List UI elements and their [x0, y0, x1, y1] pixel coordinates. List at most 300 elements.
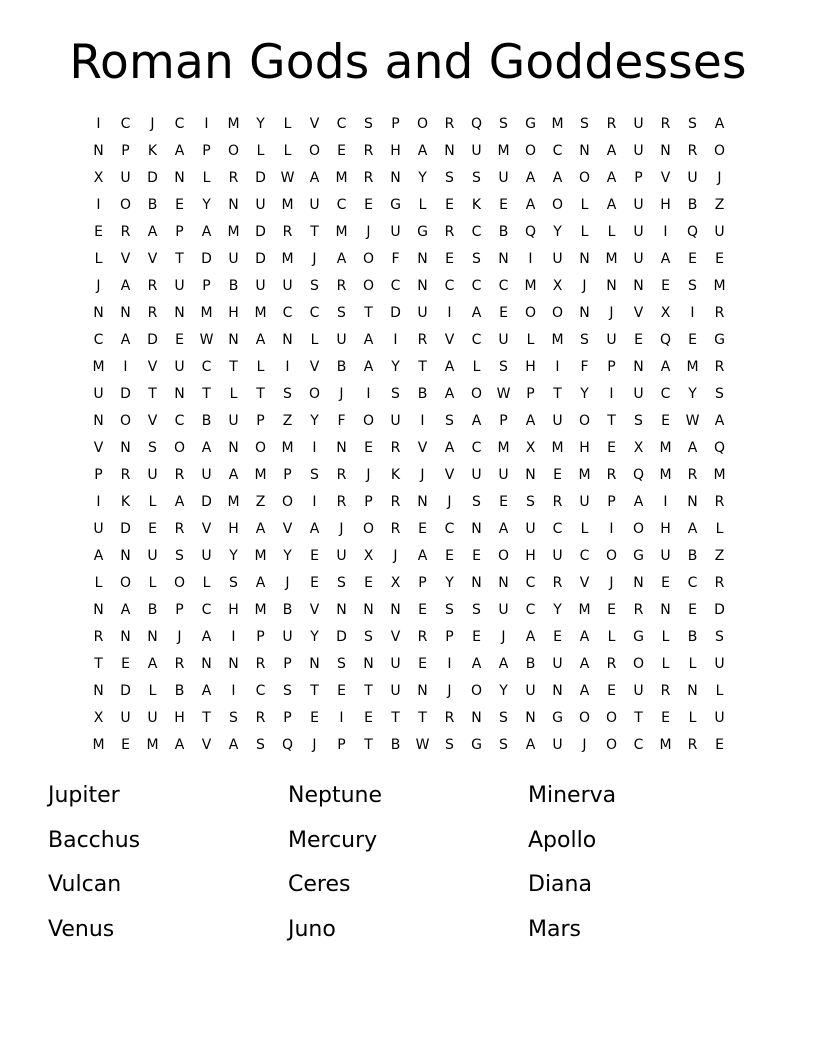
grid-letter: L — [715, 521, 724, 537]
grid-letter: U — [633, 143, 644, 159]
grid-letter: O — [362, 413, 375, 429]
grid-letter: R — [390, 440, 401, 456]
grid-letter: B — [417, 386, 428, 402]
grid-letter: C — [687, 575, 698, 591]
grid-letter: X — [660, 305, 671, 321]
grid-letter: L — [256, 359, 265, 375]
grid-letter: M — [281, 197, 294, 213]
grid-letter: N — [363, 602, 374, 618]
grid-letter: Q — [470, 116, 483, 132]
grid-letter: I — [663, 494, 668, 510]
grid-letter: N — [579, 251, 590, 267]
grid-letter: W — [280, 170, 295, 186]
grid-letter: U — [498, 602, 509, 618]
grid-letter: O — [362, 251, 375, 267]
grid-letter: A — [201, 440, 212, 456]
grid-letter: T — [202, 386, 211, 402]
grid-letter: Q — [632, 467, 645, 483]
grid-letter: C — [174, 413, 185, 429]
grid-letter: H — [579, 440, 590, 456]
grid-letter: E — [364, 440, 373, 456]
grid-letter: U — [390, 413, 401, 429]
grid-letter: J — [717, 170, 722, 186]
grid-letter: A — [687, 521, 698, 537]
grid-letter: A — [714, 116, 725, 132]
grid-letter: X — [525, 440, 536, 456]
grid-letter: O — [551, 197, 564, 213]
grid-letter: U — [336, 332, 347, 348]
grid-letter: U — [471, 143, 482, 159]
grid-letter: A — [363, 332, 374, 348]
grid-letter: C — [201, 359, 212, 375]
grid-letter: T — [202, 710, 211, 726]
grid-letter: M — [227, 116, 240, 132]
grid-letter: X — [363, 548, 374, 564]
grid-letter: U — [633, 251, 644, 267]
grid-letter: I — [366, 386, 371, 402]
grid-letter: A — [660, 251, 671, 267]
grid-letter: N — [336, 440, 347, 456]
grid-row — [85, 438, 733, 465]
grid-letter: N — [525, 467, 536, 483]
grid-letter: R — [390, 494, 401, 510]
grid-row — [85, 303, 733, 330]
grid-letter: T — [391, 710, 400, 726]
grid-letter: E — [364, 710, 373, 726]
grid-letter: C — [660, 386, 671, 402]
grid-letter: R — [390, 521, 401, 537]
grid-row — [85, 168, 733, 195]
grid-letter: E — [337, 683, 346, 699]
grid-letter: L — [580, 224, 589, 240]
grid-letter: U — [93, 386, 104, 402]
grid-letter: D — [201, 494, 212, 510]
grid-letter: A — [498, 521, 509, 537]
grid-letter: C — [633, 737, 644, 753]
grid-letter: J — [177, 629, 182, 645]
grid-letter: E — [418, 521, 427, 537]
grid-letter: A — [147, 224, 158, 240]
grid-letter: B — [687, 629, 698, 645]
grid-letter: J — [582, 278, 587, 294]
word-list-row — [48, 914, 768, 959]
grid-letter: M — [686, 359, 699, 375]
grid-letter: Z — [282, 413, 293, 429]
grid-letter: E — [661, 413, 670, 429]
grid-letter: N — [309, 656, 320, 672]
grid-letter: U — [120, 170, 131, 186]
grid-letter: M — [578, 602, 591, 618]
grid-letter: R — [660, 683, 671, 699]
grid-letter: N — [417, 251, 428, 267]
grid-letter: T — [256, 386, 265, 402]
grid-letter: A — [201, 629, 212, 645]
grid-letter: C — [444, 278, 455, 294]
grid-letter: H — [525, 548, 536, 564]
grid-letter: H — [390, 143, 401, 159]
grid-letter: R — [282, 224, 293, 240]
grid-letter: S — [688, 278, 697, 294]
grid-letter: U — [255, 197, 266, 213]
grid-letter: C — [93, 332, 104, 348]
grid-letter: J — [312, 737, 317, 753]
grid-letter: O — [227, 143, 240, 159]
grid-letter: U — [309, 197, 320, 213]
grid-letter: P — [337, 737, 346, 753]
grid-letter: U — [228, 413, 239, 429]
grid-letter: L — [688, 656, 697, 672]
grid-letter: R — [93, 629, 104, 645]
grid-letter: O — [254, 440, 267, 456]
grid-letter: C — [309, 305, 320, 321]
grid-letter: A — [525, 170, 536, 186]
grid-letter: A — [417, 548, 428, 564]
grid-letter: E — [175, 197, 184, 213]
word-list-item: Apollo — [528, 827, 597, 853]
grid-letter: R — [444, 224, 455, 240]
grid-letter: F — [337, 413, 346, 429]
grid-letter: S — [337, 575, 346, 591]
grid-letter: M — [659, 737, 672, 753]
grid-letter: Y — [391, 359, 400, 375]
grid-letter: V — [93, 440, 104, 456]
grid-letter: N — [93, 413, 104, 429]
word-list-item: Ceres — [288, 872, 351, 897]
grid-letter: V — [444, 332, 455, 348]
grid-letter: A — [309, 170, 320, 186]
grid-letter: W — [685, 413, 700, 429]
grid-letter: N — [228, 332, 239, 348]
grid-letter: S — [310, 278, 319, 294]
grid-letter: R — [120, 467, 131, 483]
grid-letter: N — [174, 386, 185, 402]
grid-letter: U — [633, 386, 644, 402]
grid-letter: L — [526, 332, 535, 348]
grid-letter: A — [444, 386, 455, 402]
grid-row — [85, 330, 733, 357]
word-list-item: Diana — [528, 872, 592, 897]
grid-letter: J — [150, 116, 155, 132]
grid-letter: E — [472, 548, 481, 564]
grid-letter: U — [714, 224, 725, 240]
grid-letter: Y — [310, 629, 319, 645]
grid-letter: A — [120, 602, 131, 618]
grid-letter: N — [633, 278, 644, 294]
grid-letter: N — [552, 683, 563, 699]
grid-letter: R — [714, 494, 725, 510]
grid-letter: A — [201, 683, 212, 699]
grid-letter: E — [661, 710, 670, 726]
grid-letter: U — [147, 467, 158, 483]
grid-letter: M — [551, 332, 564, 348]
grid-letter: J — [420, 467, 425, 483]
grid-letter: Z — [714, 197, 725, 213]
grid-letter: A — [444, 359, 455, 375]
grid-letter: L — [580, 521, 589, 537]
grid-letter: E — [337, 143, 346, 159]
grid-letter: S — [337, 305, 346, 321]
grid-letter: V — [309, 116, 320, 132]
grid-letter: L — [418, 197, 427, 213]
word-list-item: Juno — [288, 916, 336, 942]
grid-letter: M — [713, 467, 726, 483]
grid-letter: S — [499, 710, 508, 726]
grid-letter: C — [552, 143, 563, 159]
grid-letter: G — [525, 116, 536, 132]
grid-letter: M — [578, 467, 591, 483]
grid-letter: E — [472, 629, 481, 645]
grid-letter: E — [499, 305, 508, 321]
grid-letter: E — [688, 332, 697, 348]
grid-letter: N — [660, 143, 671, 159]
grid-row — [85, 384, 733, 411]
grid-letter: T — [607, 413, 616, 429]
grid-letter: A — [471, 413, 482, 429]
grid-letter: M — [335, 170, 348, 186]
grid-letter: H — [660, 521, 671, 537]
grid-letter: N — [201, 656, 212, 672]
grid-letter: M — [605, 251, 618, 267]
grid-letter: P — [121, 143, 130, 159]
grid-letter: P — [499, 413, 508, 429]
grid-letter: U — [579, 494, 590, 510]
grid-letter: M — [497, 143, 510, 159]
grid-letter: E — [715, 251, 724, 267]
grid-letter: T — [418, 359, 427, 375]
grid-letter: C — [525, 575, 536, 591]
grid-letter: U — [552, 251, 563, 267]
grid-letter: O — [605, 548, 618, 564]
grid-letter: I — [204, 116, 209, 132]
grid-letter: C — [336, 116, 347, 132]
grid-letter: S — [445, 413, 454, 429]
grid-letter: A — [579, 629, 590, 645]
grid-letter: B — [228, 278, 239, 294]
grid-letter: V — [147, 413, 158, 429]
grid-letter: B — [525, 656, 536, 672]
grid-letter: O — [281, 494, 294, 510]
grid-letter: O — [173, 440, 186, 456]
grid-letter: I — [231, 683, 236, 699]
grid-letter: O — [605, 710, 618, 726]
word-list-item: Bacchus — [48, 827, 141, 853]
grid-letter: U — [390, 683, 401, 699]
grid-letter: G — [633, 629, 644, 645]
grid-letter: P — [175, 224, 184, 240]
grid-row — [85, 735, 733, 762]
grid-letter: Y — [310, 413, 319, 429]
grid-row — [85, 573, 733, 600]
grid-letter: V — [579, 575, 590, 591]
grid-letter: L — [148, 494, 157, 510]
grid-letter: U — [552, 656, 563, 672]
grid-letter: R — [606, 467, 617, 483]
grid-letter: N — [471, 710, 482, 726]
word-list-row — [48, 780, 768, 825]
grid-letter: U — [201, 467, 212, 483]
grid-letter: M — [227, 224, 240, 240]
grid-letter: V — [633, 305, 644, 321]
grid-letter: S — [283, 683, 292, 699]
grid-letter: M — [254, 548, 267, 564]
grid-letter: N — [147, 629, 158, 645]
grid-letter: O — [362, 278, 375, 294]
grid-letter: T — [418, 710, 427, 726]
grid-letter: V — [147, 251, 158, 267]
grid-letter: D — [255, 170, 266, 186]
word-list-item: Minerva — [528, 783, 617, 808]
grid-letter: S — [499, 359, 508, 375]
grid-letter: S — [229, 710, 238, 726]
grid-letter: P — [364, 494, 373, 510]
grid-letter: D — [147, 332, 158, 348]
grid-letter: E — [715, 737, 724, 753]
grid-letter: S — [715, 629, 724, 645]
grid-letter: S — [499, 737, 508, 753]
grid-letter: N — [471, 575, 482, 591]
grid-letter: O — [578, 413, 591, 429]
grid-letter: A — [606, 197, 617, 213]
grid-letter: B — [147, 602, 158, 618]
grid-letter: Z — [714, 548, 725, 564]
grid-letter: O — [119, 413, 132, 429]
grid-row — [85, 627, 733, 654]
grid-letter: A — [579, 656, 590, 672]
grid-letter: J — [96, 278, 101, 294]
grid-letter: N — [228, 440, 239, 456]
grid-letter: U — [633, 116, 644, 132]
grid-letter: A — [498, 656, 509, 672]
grid-letter: C — [552, 521, 563, 537]
grid-letter: C — [471, 224, 482, 240]
grid-letter: E — [310, 575, 319, 591]
grid-letter: R — [228, 170, 239, 186]
grid-letter: E — [688, 602, 697, 618]
grid-letter: S — [283, 386, 292, 402]
grid-letter: P — [607, 359, 616, 375]
grid-letter: M — [200, 305, 213, 321]
grid-letter: L — [607, 224, 616, 240]
grid-letter: C — [120, 116, 131, 132]
grid-letter: M — [92, 359, 105, 375]
grid-letter: U — [336, 548, 347, 564]
grid-letter: A — [552, 170, 563, 186]
grid-letter: N — [282, 332, 293, 348]
grid-letter: N — [363, 656, 374, 672]
word-list-row — [48, 825, 768, 870]
grid-letter: T — [553, 386, 562, 402]
word-list-item: Neptune — [288, 783, 383, 808]
grid-letter: M — [92, 737, 105, 753]
grid-letter: A — [687, 440, 698, 456]
grid-letter: P — [94, 467, 103, 483]
grid-letter: L — [580, 197, 589, 213]
grid-letter: I — [96, 116, 101, 132]
grid-letter: N — [579, 305, 590, 321]
grid-letter: J — [447, 494, 452, 510]
grid-letter: O — [470, 683, 483, 699]
grid-letter: J — [609, 305, 614, 321]
grid-letter: R — [174, 656, 185, 672]
grid-letter: E — [445, 251, 454, 267]
grid-letter: F — [580, 359, 589, 375]
grid-letter: A — [147, 656, 158, 672]
grid-letter: V — [282, 521, 293, 537]
grid-letter: Y — [580, 386, 589, 402]
grid-letter: A — [444, 440, 455, 456]
grid-letter: P — [526, 386, 535, 402]
grid-letter: I — [96, 197, 101, 213]
grid-letter: A — [417, 143, 428, 159]
word-list — [48, 780, 768, 958]
grid-letter: A — [633, 494, 644, 510]
grid-letter: I — [555, 359, 560, 375]
word-list-item: Vulcan — [48, 872, 122, 897]
grid-letter: H — [228, 602, 239, 618]
grid-letter: S — [364, 116, 373, 132]
grid-letter: T — [364, 305, 373, 321]
grid-letter: A — [174, 143, 185, 159]
grid-row — [85, 654, 733, 681]
grid-letter: R — [444, 710, 455, 726]
grid-letter: U — [633, 683, 644, 699]
grid-letter: N — [174, 305, 185, 321]
grid-letter: E — [553, 629, 562, 645]
grid-letter: V — [444, 467, 455, 483]
grid-letter: J — [339, 386, 344, 402]
grid-letter: M — [497, 440, 510, 456]
grid-letter: Q — [281, 737, 294, 753]
grid-letter: G — [714, 332, 725, 348]
grid-letter: A — [309, 521, 320, 537]
grid-letter: L — [94, 251, 103, 267]
word-list-item: Jupiter — [48, 783, 120, 808]
grid-letter: S — [445, 602, 454, 618]
grid-letter: E — [148, 521, 157, 537]
grid-letter: I — [609, 521, 614, 537]
grid-letter: M — [254, 602, 267, 618]
grid-letter: E — [364, 197, 373, 213]
grid-letter: U — [147, 710, 158, 726]
grid-letter: O — [713, 143, 726, 159]
grid-letter: K — [147, 143, 158, 159]
grid-letter: L — [202, 575, 211, 591]
grid-letter: N — [525, 710, 536, 726]
grid-letter: B — [390, 737, 401, 753]
grid-letter: S — [391, 386, 400, 402]
grid-letter: L — [607, 629, 616, 645]
grid-row — [85, 195, 733, 222]
grid-letter: U — [687, 170, 698, 186]
grid-letter: M — [659, 440, 672, 456]
grid-letter: Y — [202, 197, 211, 213]
grid-row — [85, 681, 733, 708]
grid-letter: X — [633, 440, 644, 456]
grid-letter: C — [282, 305, 293, 321]
grid-letter: D — [255, 224, 266, 240]
grid-letter: J — [366, 224, 371, 240]
grid-letter: U — [282, 278, 293, 294]
grid-letter: S — [472, 251, 481, 267]
grid-letter: N — [444, 143, 455, 159]
grid-letter: G — [633, 548, 644, 564]
grid-letter: S — [337, 656, 346, 672]
grid-letter: I — [96, 494, 101, 510]
grid-letter: R — [606, 116, 617, 132]
grid-letter: L — [148, 575, 157, 591]
grid-letter: L — [688, 710, 697, 726]
grid-letter: T — [94, 656, 103, 672]
